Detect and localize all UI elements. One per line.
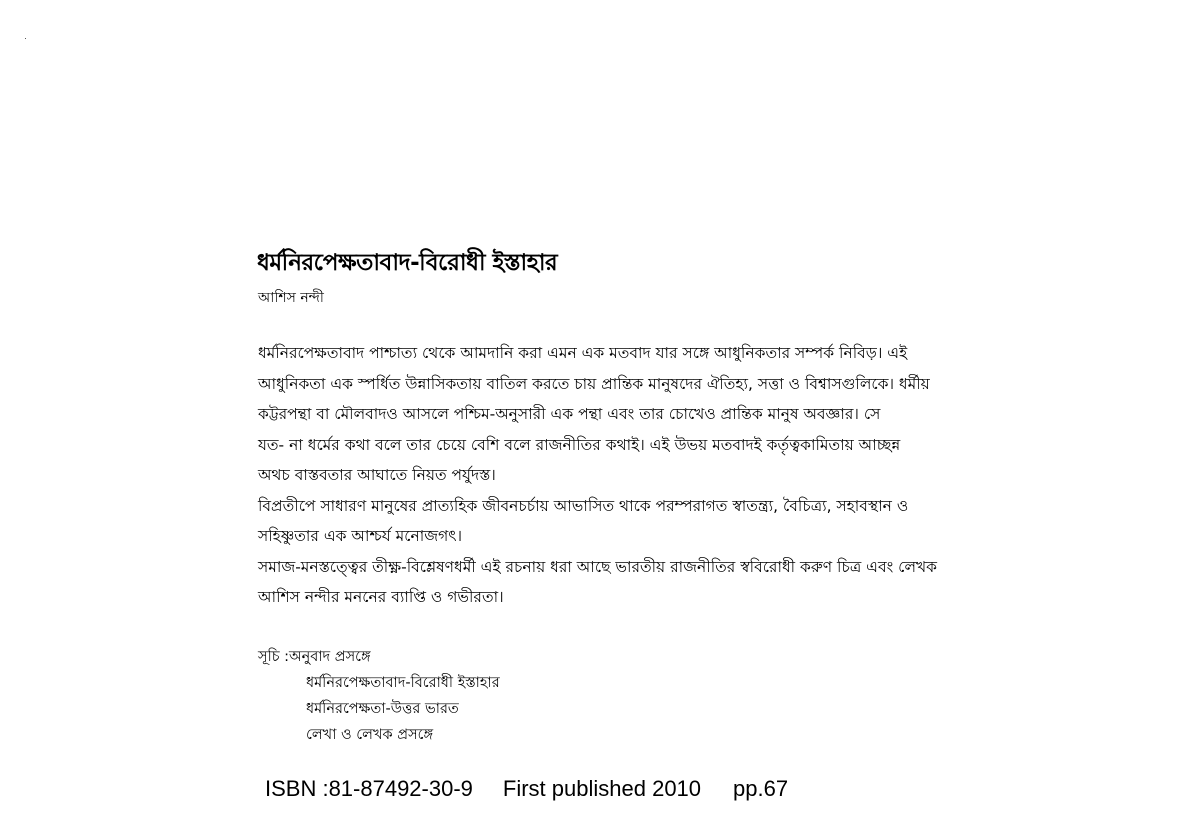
publication-date: First published 2010 [502, 776, 702, 801]
isbn: ISBN :81-87492-30-9 [265, 776, 473, 801]
contents-item: ধর্মনিরপেক্ষতা-উত্তর ভারত [306, 701, 459, 717]
page-count: pp.67 [733, 776, 789, 801]
contents-item: ধর্মনিরপেক্ষতাবাদ-বিরোধী ইস্তাহার [306, 675, 500, 691]
publication-info [265, 776, 788, 802]
table-of-contents [258, 644, 500, 748]
book-description [258, 338, 1048, 613]
description-line: সহিষ্ণুতার এক আশ্চর্য মনোজগৎ। [258, 527, 463, 545]
contents-first-row [258, 644, 500, 670]
book-author: আশিস নন্দী [258, 290, 324, 306]
scan-speck [25, 38, 26, 39]
book-title: ধর্মনিরপেক্ষতাবাদ-বিরোধী ইস্তাহার [257, 250, 558, 276]
description-line: কট্টরপন্থা বা মৌলবাদও আসলে পশ্চিম-অনুসারী এক পন্থা এবং তার চোখেও প্রান্তিক মানুষ অবজ্ঞার। সে [258, 405, 881, 423]
description-line: সমাজ-মনস্তত্ত্বের তীক্ষ্ণ-বিশ্লেষণধর্মী এই রচনায় ধরা আছে ভারতীয় রাজনীতির স্ববিরোধী করুণ চিত্র এবং লেখক [258, 557, 938, 576]
description-line: আশিস নন্দীর মননের ব্যাপ্তি ও গভীরতা। [258, 588, 504, 606]
contents-item: লেখা ও লেখক প্রসঙ্গে [306, 727, 434, 743]
description-line: বিপ্রতীপে সাধারণ মানুষের প্রাত্যহিক জীবনচর্চায় আভাসিত থাকে পরম্পরাগত স্বাতন্ত্র্য, বৈচিত্র্য, সহাবস্থান ও [258, 496, 909, 515]
description-line: ধর্মনিরপেক্ষতাবাদ পাশ্চাত্য থেকে আমদানি করা এমন এক মতবাদ যার সঙ্গে আধুনিকতার সম্পর্ক নিবিড়। এই [258, 344, 908, 362]
contents-label: সূচি : [258, 649, 290, 665]
description-line: যত- না ধর্মের কথা বলে তার চেয়ে বেশি বলে রাজনীতির কথাই। এই উভয় মতবাদই কর্তৃত্বকামিতায় আচ্ছন্ন [258, 435, 901, 454]
description-line: অথচ বাস্তবতার আঘাতে নিয়ত পর্যুদস্ত। [258, 466, 496, 484]
description-line: আধুনিকতা এক স্পর্ধিত উন্নাসিকতায় বাতিল করতে চায় প্রান্তিক মানুষদের ঐতিহ্য, সত্তা ও বিশ্বাসগুলিকে। ধর্মীয় [258, 374, 930, 393]
contents-item: অনুবাদ প্রসঙ্গে [289, 649, 371, 665]
